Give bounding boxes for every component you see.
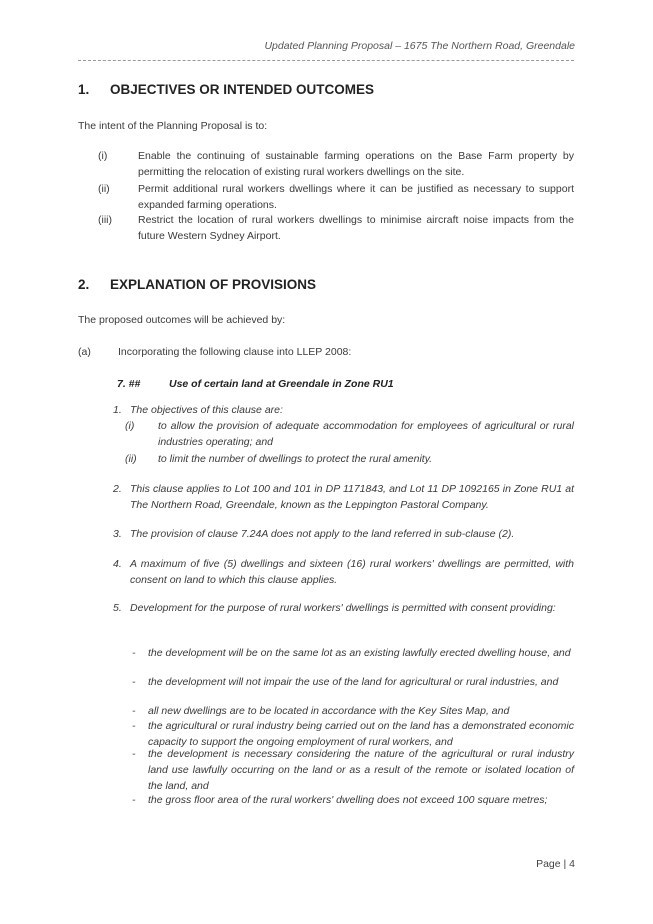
condition-text: the agricultural or rural industry being carried out on the land has a demonstrated economic capacity to support the ongoing employment of rural workers, and — [148, 720, 574, 748]
section-2-intro: The proposed outcomes will be achieved by: — [78, 314, 286, 326]
section-2-heading — [78, 277, 316, 292]
condition-bullet — [132, 703, 574, 719]
objective-item — [98, 181, 574, 213]
objective-item — [98, 148, 574, 180]
objective-label: (iii) — [98, 214, 112, 226]
condition-text: the development will not impair the use of the land for agricultural or rural industries, and — [148, 676, 559, 688]
subclause-2 — [113, 481, 574, 513]
condition-text: all new dwellings are to be located in accordance with the Key Sites Map, and — [148, 705, 510, 717]
objective-text: Permit additional rural workers dwellings where it can be justified as necessary to support expanded farming operations. — [138, 183, 574, 211]
objective-text: Restrict the location of rural workers dwellings to minimise aircraft noise impacts from the future Western Sydney Airport. — [138, 214, 574, 242]
subclause-label: 1. — [113, 404, 122, 416]
subclause-item-text: to limit the number of dwellings to protect the rural amenity. — [158, 453, 433, 465]
section-1-heading — [78, 82, 374, 97]
header-divider — [78, 60, 574, 61]
condition-text: the development will be on the same lot as an existing lawfully erected dwelling house, and — [148, 647, 571, 659]
running-header: Updated Planning Proposal – 1675 The Northern Road, Greendale — [264, 40, 575, 52]
bullet-marker: - — [132, 720, 136, 732]
subclause-text: This clause applies to Lot 100 and 101 in DP 1171843, and Lot 11 DP 1092165 in Zone RU1 at The Northern Road, Greendale, known as the Leppington Pastoral Company. — [130, 483, 574, 511]
bullet-marker: - — [132, 705, 136, 717]
subclause-text: The objectives of this clause are: — [130, 404, 283, 416]
subclause-3 — [113, 526, 574, 542]
bullet-marker: - — [132, 647, 136, 659]
subclause-item-label: (ii) — [125, 453, 137, 465]
provision-a — [78, 344, 574, 360]
provision-a-text: Incorporating the following clause into LLEP 2008: — [118, 346, 352, 358]
subclause-5 — [113, 600, 574, 632]
bullet-marker: - — [132, 794, 136, 806]
objective-label: (ii) — [98, 183, 110, 195]
subclause-label: 4. — [113, 558, 122, 570]
subclause-1-item — [125, 418, 574, 450]
condition-bullet — [132, 792, 574, 808]
bullet-marker: - — [132, 676, 136, 688]
clause-title: Use of certain land at Greendale in Zone RU1 — [169, 378, 394, 390]
clause-number: 7. ## — [117, 378, 141, 390]
subclause-label: 3. — [113, 528, 122, 540]
section-1-number: 1. — [78, 82, 90, 97]
condition-bullet — [132, 645, 574, 677]
condition-text: the gross floor area of the rural workers' dwelling does not exceed 100 square metres; — [148, 794, 548, 806]
bullet-marker: - — [132, 748, 136, 760]
clause-heading — [117, 378, 394, 390]
objective-item — [98, 212, 574, 244]
subclause-text: Development for the purpose of rural workers' dwellings is permitted with consent providing: — [130, 602, 556, 614]
objective-text: Enable the continuing of sustainable farming operations on the Base Farm property by permitting the relocation of existing rural workers dwellings on the site. — [138, 150, 574, 178]
subclause-text: The provision of clause 7.24A does not apply to the land referred in sub-clause (2). — [130, 528, 515, 540]
subclause-label: 5. — [113, 602, 122, 614]
subclause-item-text: to allow the provision of adequate accommodation for employees of agricultural or rural industries operating; and — [158, 420, 574, 448]
section-2-number: 2. — [78, 277, 90, 292]
subclause-text: A maximum of five (5) dwellings and sixteen (16) rural workers' dwellings are permitted, with consent on land to which this clause applies. — [130, 558, 574, 586]
subclause-1-item — [125, 451, 574, 467]
subclause-label: 2. — [113, 483, 122, 495]
subclause-4 — [113, 556, 574, 588]
objective-label: (i) — [98, 150, 108, 162]
condition-bullet — [132, 674, 574, 706]
page-number: Page | 4 — [536, 858, 575, 870]
subclause-1 — [113, 402, 574, 418]
section-1-intro: The intent of the Planning Proposal is to: — [78, 120, 268, 132]
section-1-title: OBJECTIVES OR INTENDED OUTCOMES — [110, 82, 375, 97]
condition-text: the development is necessary considering the nature of the agricultural or rural industry land use lawfully occurring on the land or as a result of the remote or isolated location of the land, and — [148, 748, 574, 792]
subclause-item-label: (i) — [125, 420, 135, 432]
provision-a-label: (a) — [78, 346, 91, 358]
section-2-title: EXPLANATION OF PROVISIONS — [110, 277, 317, 292]
condition-bullet — [132, 746, 574, 794]
